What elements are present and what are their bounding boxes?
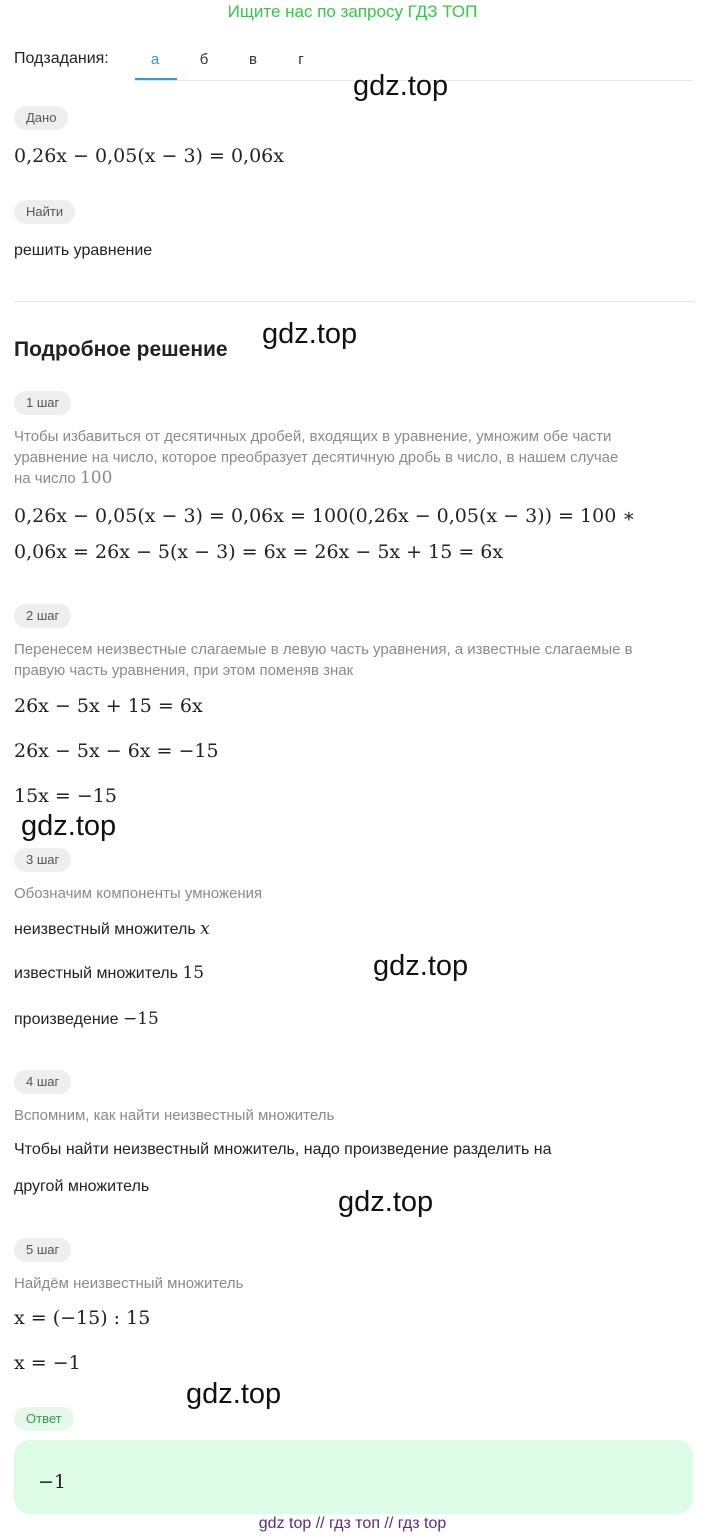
watermark: gdz.top (373, 950, 469, 982)
given-equation: 0,26x − 0,05(x − 3) = 0,06x (14, 145, 284, 167)
tab-b[interactable]: б (199, 51, 209, 68)
step-3-chip: 3 шаг (14, 848, 71, 872)
step-3-line-math: x (200, 919, 210, 939)
tab-a[interactable]: а (150, 51, 160, 68)
watermark: gdz.top (353, 70, 449, 102)
step-2-equation: 26x − 5x − 6x = −15 (14, 740, 219, 762)
step-1-desc (14, 468, 112, 489)
watermark: gdz.top (338, 1186, 434, 1218)
step-5-chip: 5 шаг (14, 1238, 71, 1262)
step-3-line-text: произведение (14, 1011, 119, 1028)
tab-g[interactable]: г (298, 51, 304, 68)
find-text: решить уравнение (14, 242, 153, 259)
step-4-line: Чтобы найти неизвестный множитель, надо произведение разделить на (14, 1141, 552, 1158)
step-5-equation: x = −1 (14, 1352, 81, 1374)
step-1-desc: уравнение на число, которое преобразует десятичную дробь в число, в нашем случае (14, 449, 619, 466)
step-3-desc: Обозначим компоненты умножения (14, 885, 263, 902)
step-4-desc: Вспомним, как найти неизвестный множитель (14, 1107, 335, 1124)
step-3-line-math: 15 (182, 963, 205, 983)
step-3-line-text: известный множитель (14, 965, 178, 982)
step-4-line: другой множитель (14, 1178, 150, 1195)
solution-heading: Подробное решение (14, 338, 228, 361)
step-5-equation: x = (−15) : 15 (14, 1307, 151, 1329)
step-3-line (14, 919, 210, 939)
given-chip: Дано (14, 106, 68, 130)
step-2-desc: Перенесем неизвестные слагаемые в левую часть уравнения, а известные слагаемые в (14, 641, 633, 658)
active-tab-indicator (135, 78, 177, 80)
step-1-desc-number: 100 (79, 468, 113, 488)
section-divider (14, 301, 693, 302)
subtasks-label: Подзадания: (14, 50, 109, 67)
step-3-line-text: неизвестный множитель (14, 921, 196, 938)
step-1-equation: 0,06x = 26x − 5(x − 3) = 6x = 26x − 5x + 15 = 6x (14, 541, 504, 563)
step-2-equation: 26x − 5x + 15 = 6x (14, 695, 203, 717)
step-3-line (14, 963, 204, 983)
step-3-line (14, 1009, 159, 1029)
find-chip: Найти (14, 200, 75, 224)
step-1-desc: Чтобы избавиться от десятичных дробей, входящих в уравнение, умножим обе части (14, 428, 612, 445)
tab-v[interactable]: в (249, 51, 257, 68)
step-2-equation: 15x = −15 (14, 785, 117, 807)
watermark: gdz.top (186, 1378, 282, 1410)
watermark: gdz.top (262, 318, 358, 350)
step-1-chip: 1 шаг (14, 391, 71, 415)
step-2-chip: 2 шаг (14, 604, 71, 628)
step-1-desc-text: на число (14, 470, 76, 487)
search-banner: Ищите нас по запросу ГДЗ ТОП (227, 2, 478, 21)
answer-box (14, 1440, 693, 1514)
step-1-equation: 0,26x − 0,05(x − 3) = 0,06x = 100(0,26x − 0,05(x − 3)) = 100 ∗ (14, 505, 636, 527)
step-2-desc: правую часть уравнения, при этом поменяв знак (14, 662, 354, 679)
step-5-desc: Найдём неизвестный множитель (14, 1275, 244, 1292)
watermark: gdz.top (21, 810, 117, 842)
step-3-line-math: −15 (122, 1009, 159, 1029)
footer-links[interactable]: gdz top // гдз топ // гдз top (258, 1515, 447, 1532)
answer-value: −1 (38, 1471, 67, 1493)
answer-chip: Ответ (14, 1407, 74, 1431)
step-4-chip: 4 шаг (14, 1070, 71, 1094)
